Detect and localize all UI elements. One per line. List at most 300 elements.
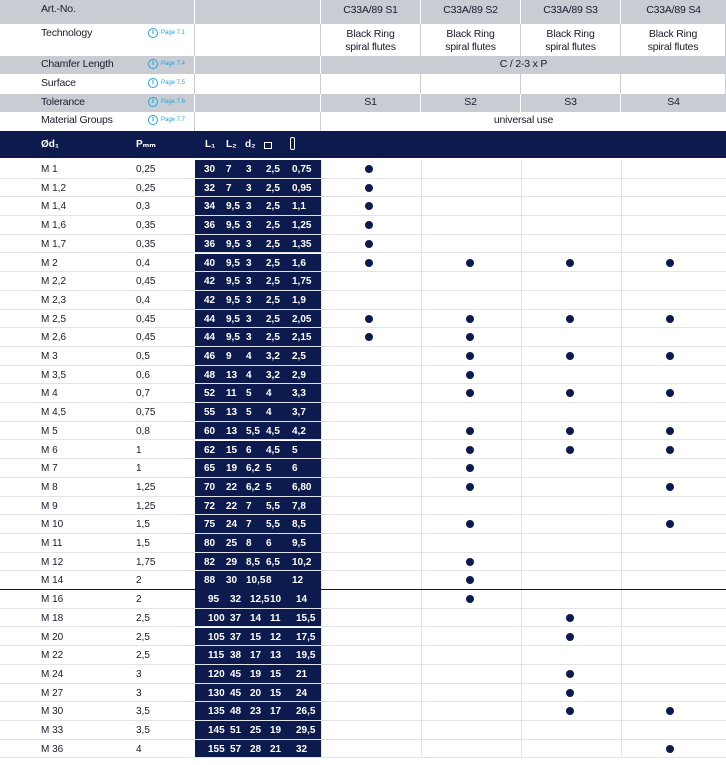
l2-value: 9,5 (226, 313, 240, 325)
square-value: 5 (266, 481, 272, 493)
l2-value: 45 (230, 668, 242, 680)
d2-value: 23 (250, 706, 262, 718)
dimension-box (195, 403, 321, 421)
d2-value: 15 (250, 631, 262, 643)
dimension-box (195, 702, 321, 720)
square-value: 6,5 (266, 556, 280, 568)
l2-value: 48 (230, 706, 242, 718)
availability-dot-s1 (365, 221, 373, 229)
art-no-s2: C33A/89 S2 (443, 4, 498, 16)
drill-value: 2,5 (292, 351, 306, 362)
drill-value: 29,5 (296, 725, 316, 736)
table-row (0, 179, 726, 198)
availability-dot-s1 (365, 315, 373, 323)
table-row (0, 366, 726, 385)
availability-dot-s3 (566, 707, 574, 715)
availability-dot-s3 (566, 614, 574, 622)
l2-value: 22 (226, 500, 238, 512)
pitch-value: 3 (136, 668, 142, 680)
square-value: 2,5 (266, 313, 280, 325)
pitch-value: 0,4 (136, 294, 150, 306)
availability-dot-s3 (566, 389, 574, 397)
d2-value: 8 (246, 538, 252, 549)
dimension-box (195, 628, 321, 646)
d2-value: 4 (246, 351, 252, 362)
d2-value: 3 (246, 257, 252, 269)
chamfer-page-link[interactable]: i Page 7.4 (148, 59, 185, 69)
thread-size: M 5 (41, 425, 58, 437)
pitch-value: 2,5 (136, 650, 150, 662)
pitch-value: 0,35 (136, 220, 156, 232)
d2-value: 5 (246, 407, 252, 419)
thread-size: M 8 (41, 481, 58, 493)
l2-value: 32 (230, 594, 242, 606)
drill-value: 1,75 (292, 276, 312, 288)
l1-value: 115 (208, 650, 225, 662)
thread-size: M 3 (41, 351, 58, 362)
drill-value: 12 (292, 575, 304, 587)
availability-dot-s3 (566, 446, 574, 454)
l1-value: 32 (204, 182, 216, 194)
drill-value: 3,3 (292, 388, 306, 400)
l1-value: 36 (204, 220, 216, 232)
section-divider (0, 589, 726, 590)
drill-value: 32 (296, 743, 308, 755)
pitch-value: 1,75 (136, 556, 156, 568)
l1-value: 120 (208, 668, 225, 680)
l1-value: 30 (204, 164, 216, 175)
pitch-value: 3,5 (136, 706, 150, 718)
pitch-value: 3,5 (136, 725, 150, 736)
table-row (0, 384, 726, 403)
square-value: 2,5 (266, 257, 280, 269)
surface-page-link[interactable]: i Page 7.5 (148, 78, 185, 88)
thread-size: M 2,2 (41, 276, 67, 288)
square-value: 4,5 (266, 425, 280, 437)
table-row (0, 478, 726, 497)
thread-size: M 2 (41, 257, 58, 269)
dimension-box (195, 534, 321, 552)
availability-dot-s4 (666, 745, 674, 753)
thread-size: M 1 (41, 164, 58, 175)
table-row (0, 497, 726, 516)
square-value: 5,5 (266, 500, 280, 512)
square-value: 6 (266, 538, 272, 549)
d2-value: 6 (246, 444, 252, 456)
table-row (0, 160, 726, 179)
thread-size: M 30 (41, 706, 64, 718)
art-no-label: Art.-No. (41, 3, 76, 15)
dimension-box (195, 328, 321, 346)
dimension-box (195, 216, 321, 234)
pitch-value: 0,25 (136, 182, 156, 194)
drill-value: 10,2 (292, 556, 312, 568)
drill-value: 1,6 (292, 257, 306, 269)
availability-dot-s2 (466, 427, 474, 435)
dimension-box (195, 272, 321, 290)
pitch-value: 2,5 (136, 631, 150, 643)
dimension-box (195, 160, 321, 178)
thread-size: M 24 (41, 668, 64, 680)
drill-value: 24 (296, 687, 308, 699)
technology-s3: Black Ring spiral flutes (545, 28, 596, 53)
d2-value: 14 (250, 612, 262, 624)
thread-size: M 27 (41, 687, 64, 699)
l1-value: 40 (204, 257, 216, 269)
l1-value: 75 (204, 519, 216, 531)
pitch-value: 2,5 (136, 612, 150, 624)
table-row (0, 609, 726, 628)
col-diameter: Ød₁ (41, 139, 60, 150)
pitch-value: 1,25 (136, 481, 156, 493)
technology-s2: Black Ring spiral flutes (445, 28, 496, 53)
thread-size: M 1,4 (41, 201, 67, 213)
l1-value: 65 (204, 463, 216, 475)
d2-value: 3 (246, 182, 252, 194)
square-value: 8 (266, 575, 272, 587)
l1-value: 52 (204, 388, 216, 400)
l1-value: 46 (204, 351, 216, 362)
tolerance-s1: S1 (364, 96, 377, 108)
square-value: 21 (270, 743, 282, 755)
drill-value: 1,25 (292, 220, 312, 232)
l2-value: 9,5 (226, 238, 240, 250)
thread-size: M 16 (41, 594, 64, 606)
pitch-value: 0,45 (136, 276, 156, 288)
table-row (0, 347, 726, 366)
dimension-box (195, 422, 321, 440)
table-row (0, 534, 726, 553)
surface-label: Surface (41, 77, 76, 89)
pitch-value: 1,5 (136, 519, 150, 531)
dimension-box (195, 179, 321, 197)
availability-dot-s2 (466, 389, 474, 397)
pitch-value: 0,45 (136, 332, 156, 344)
square-value: 4,5 (266, 444, 280, 456)
l1-value: 95 (208, 594, 220, 606)
availability-dot-s4 (666, 483, 674, 491)
availability-dot-s2 (466, 446, 474, 454)
square-value: 2,5 (266, 332, 280, 344)
d2-value: 28 (250, 743, 262, 755)
chamfer-value: C / 2-3 x P (499, 58, 548, 70)
l2-value: 13 (226, 407, 238, 419)
table-row (0, 590, 726, 609)
dimension-box (195, 384, 321, 402)
d2-value: 3 (246, 201, 252, 213)
technology-s1: Black Ring spiral flutes (345, 28, 396, 53)
dimension-box (195, 197, 321, 215)
l2-value: 9,5 (226, 276, 240, 288)
square-value: 2,5 (266, 294, 280, 306)
l1-value: 36 (204, 238, 216, 250)
dimension-box (195, 310, 321, 328)
availability-dot-s4 (666, 520, 674, 528)
dimension-box (195, 291, 321, 309)
drill-value: 14 (296, 594, 308, 606)
availability-dot-s4 (666, 389, 674, 397)
tolerance-s3: S3 (564, 96, 577, 108)
col-d2: d₂ (245, 139, 256, 150)
pitch-value: 1,5 (136, 538, 150, 549)
info-icon: i (148, 115, 158, 125)
l2-value: 51 (230, 725, 242, 736)
dimension-box (195, 254, 321, 272)
l1-value: 60 (204, 425, 216, 437)
l2-value: 57 (230, 743, 242, 755)
pitch-value: 0,7 (136, 388, 150, 400)
table-row (0, 459, 726, 478)
d2-value: 6,2 (246, 481, 260, 493)
d2-value: 25 (250, 725, 262, 736)
dimension-box (195, 515, 321, 533)
l2-value: 9,5 (226, 220, 240, 232)
thread-size: M 20 (41, 631, 64, 643)
dimension-box (195, 609, 321, 627)
thread-size: M 4,5 (41, 407, 67, 419)
l1-value: 72 (204, 500, 216, 512)
table-row (0, 646, 726, 665)
availability-dot-s3 (566, 352, 574, 360)
pitch-value: 1,25 (136, 500, 156, 512)
l2-value: 7 (226, 164, 232, 175)
thread-size: M 22 (41, 650, 64, 662)
drill-value: 3,7 (292, 407, 306, 419)
l2-value: 19 (226, 463, 238, 475)
pitch-value: 0,3 (136, 201, 150, 213)
l2-value: 38 (230, 650, 242, 662)
l2-value: 9,5 (226, 257, 240, 269)
l2-value: 15 (226, 444, 238, 456)
square-value: 5 (266, 463, 272, 475)
l1-value: 55 (204, 407, 216, 419)
l2-value: 13 (226, 369, 238, 381)
pitch-value: 0,4 (136, 257, 150, 269)
availability-dot-s4 (666, 352, 674, 360)
drill-value: 6,80 (292, 481, 312, 493)
d2-value: 8,5 (246, 556, 260, 568)
l1-value: 44 (204, 332, 216, 344)
column-header-bar (0, 131, 726, 158)
art-no-s1: C33A/89 S1 (343, 4, 398, 16)
thread-size: M 10 (41, 519, 64, 531)
table-row (0, 665, 726, 684)
dimension-box (195, 366, 321, 384)
d2-value: 5,5 (246, 425, 260, 437)
availability-dot-s2 (466, 371, 474, 379)
thread-size: M 2,3 (41, 294, 67, 306)
art-no-s3: C33A/89 S3 (543, 4, 598, 16)
drill-value: 19,5 (296, 650, 316, 662)
availability-dot-s2 (466, 483, 474, 491)
col-l2: L₂ (226, 139, 237, 150)
d2-value: 5 (246, 388, 252, 400)
square-value: 15 (270, 668, 282, 680)
availability-dot-s1 (365, 240, 373, 248)
info-icon: i (148, 28, 158, 38)
table-row (0, 291, 726, 310)
pitch-value: 0,45 (136, 313, 156, 325)
square-value: 2,5 (266, 182, 280, 194)
square-value: 2,5 (266, 164, 280, 175)
thread-size: M 3,5 (41, 369, 67, 381)
dimension-box (195, 553, 321, 571)
availability-dot-s4 (666, 446, 674, 454)
table-row (0, 571, 726, 590)
l1-value: 130 (208, 687, 225, 699)
l1-value: 42 (204, 276, 216, 288)
technology-s4: Black Ring spiral flutes (647, 28, 699, 53)
pitch-value: 0,75 (136, 407, 156, 419)
square-value: 10 (270, 594, 282, 606)
thread-size: M 2,5 (41, 313, 67, 325)
tap-drill-icon (290, 137, 295, 153)
pitch-value: 1 (136, 463, 142, 475)
table-row (0, 553, 726, 572)
drill-value: 8,5 (292, 519, 306, 531)
surface-row (0, 74, 726, 94)
d2-value: 3 (246, 276, 252, 288)
l1-value: 42 (204, 294, 216, 306)
dimension-box (195, 478, 321, 496)
thread-size: M 1,7 (41, 238, 67, 250)
art-no-s4: C33A/89 S4 (646, 4, 701, 16)
availability-dot-s1 (365, 184, 373, 192)
d2-value: 12,5 (250, 594, 270, 606)
drill-value: 6 (292, 463, 298, 475)
pitch-value: 2 (136, 575, 142, 587)
square-value: 2,5 (266, 201, 280, 213)
pitch-value: 2 (136, 594, 142, 606)
availability-dot-s3 (566, 689, 574, 697)
table-row (0, 272, 726, 291)
d2-value: 3 (246, 332, 252, 344)
d2-value: 3 (246, 238, 252, 250)
availability-dot-s3 (566, 427, 574, 435)
table-row (0, 441, 726, 460)
drill-value: 1,35 (292, 238, 312, 250)
table-row (0, 216, 726, 235)
material-page-link[interactable]: i Page 7.7 (148, 115, 185, 125)
square-value: 5,5 (266, 519, 280, 531)
dimension-box (195, 441, 321, 459)
l2-value: 11 (226, 388, 237, 400)
availability-dot-s2 (466, 595, 474, 603)
square-value: 4 (266, 407, 272, 419)
drill-value: 17,5 (296, 631, 316, 643)
square-value: 2,5 (266, 276, 280, 288)
drill-value: 2,15 (292, 332, 312, 344)
thread-size: M 9 (41, 500, 58, 512)
pitch-value: 0,25 (136, 164, 156, 175)
availability-dot-s3 (566, 259, 574, 267)
l1-value: 145 (208, 725, 225, 736)
dimension-box (195, 459, 321, 477)
l1-value: 62 (204, 444, 216, 456)
d2-value: 6,2 (246, 463, 260, 475)
tolerance-page-link[interactable]: i Page 7.6 (148, 97, 185, 107)
drill-value: 7,8 (292, 500, 306, 512)
dimension-box (195, 497, 321, 515)
dimension-box (195, 347, 321, 365)
drill-value: 1,9 (292, 294, 306, 306)
d2-value: 10,5 (246, 575, 266, 587)
d2-value: 7 (246, 519, 252, 531)
chamfer-label: Chamfer Length (41, 58, 114, 70)
info-icon: i (148, 78, 158, 88)
d2-value: 3 (246, 294, 252, 306)
drill-value: 26,5 (296, 706, 316, 718)
square-value: 2,5 (266, 238, 280, 250)
d2-value: 3 (246, 220, 252, 232)
l2-value: 37 (230, 612, 242, 624)
availability-dot-s3 (566, 633, 574, 641)
l1-value: 100 (208, 612, 225, 624)
drill-value: 9,5 (292, 538, 306, 549)
chamfer-row (0, 56, 726, 74)
drill-value: 21 (296, 668, 308, 680)
drill-value: 1,1 (292, 201, 306, 213)
l1-value: 105 (208, 631, 225, 643)
dimension-box (195, 721, 321, 739)
thread-size: M 1,2 (41, 182, 67, 194)
d2-value: 17 (250, 650, 262, 662)
l2-value: 24 (226, 519, 238, 531)
thread-size: M 6 (41, 444, 58, 456)
l2-value: 7 (226, 182, 232, 194)
info-icon: i (148, 59, 158, 69)
square-value: 11 (270, 612, 281, 624)
table-row (0, 702, 726, 721)
availability-dot-s4 (666, 427, 674, 435)
thread-size: M 1,6 (41, 220, 67, 232)
thread-size: M 33 (41, 725, 64, 736)
table-row (0, 684, 726, 703)
l1-value: 82 (204, 556, 216, 568)
table-row (0, 235, 726, 254)
table-row (0, 721, 726, 740)
drill-value: 0,95 (292, 182, 312, 194)
thread-size: M 4 (41, 388, 58, 400)
availability-dot-s1 (365, 333, 373, 341)
square-value: 19 (270, 725, 282, 736)
availability-dot-s2 (466, 464, 474, 472)
drill-value: 5 (292, 444, 298, 456)
dimension-box (195, 646, 321, 664)
availability-dot-s4 (666, 707, 674, 715)
col-pitch: Pₘₘ (136, 139, 156, 150)
availability-dot-s3 (566, 315, 574, 323)
tolerance-label: Tolerance (41, 96, 85, 108)
drill-value: 2,9 (292, 369, 306, 381)
availability-dot-s1 (365, 202, 373, 210)
technology-page-link[interactable]: i Page 7.1 (148, 28, 185, 38)
thread-size: M 18 (41, 612, 64, 624)
square-value: 12 (270, 631, 282, 643)
col-l1: L₁ (205, 139, 216, 150)
l2-value: 9 (226, 351, 232, 362)
l1-value: 135 (208, 706, 225, 718)
l1-value: 155 (208, 743, 225, 755)
table-row (0, 310, 726, 329)
tolerance-s2: S2 (464, 96, 477, 108)
pitch-value: 0,35 (136, 238, 156, 250)
l2-value: 9,5 (226, 332, 240, 344)
dimension-box (195, 571, 321, 589)
availability-dot-s2 (466, 558, 474, 566)
l2-value: 25 (226, 538, 238, 549)
d2-value: 4 (246, 369, 252, 381)
